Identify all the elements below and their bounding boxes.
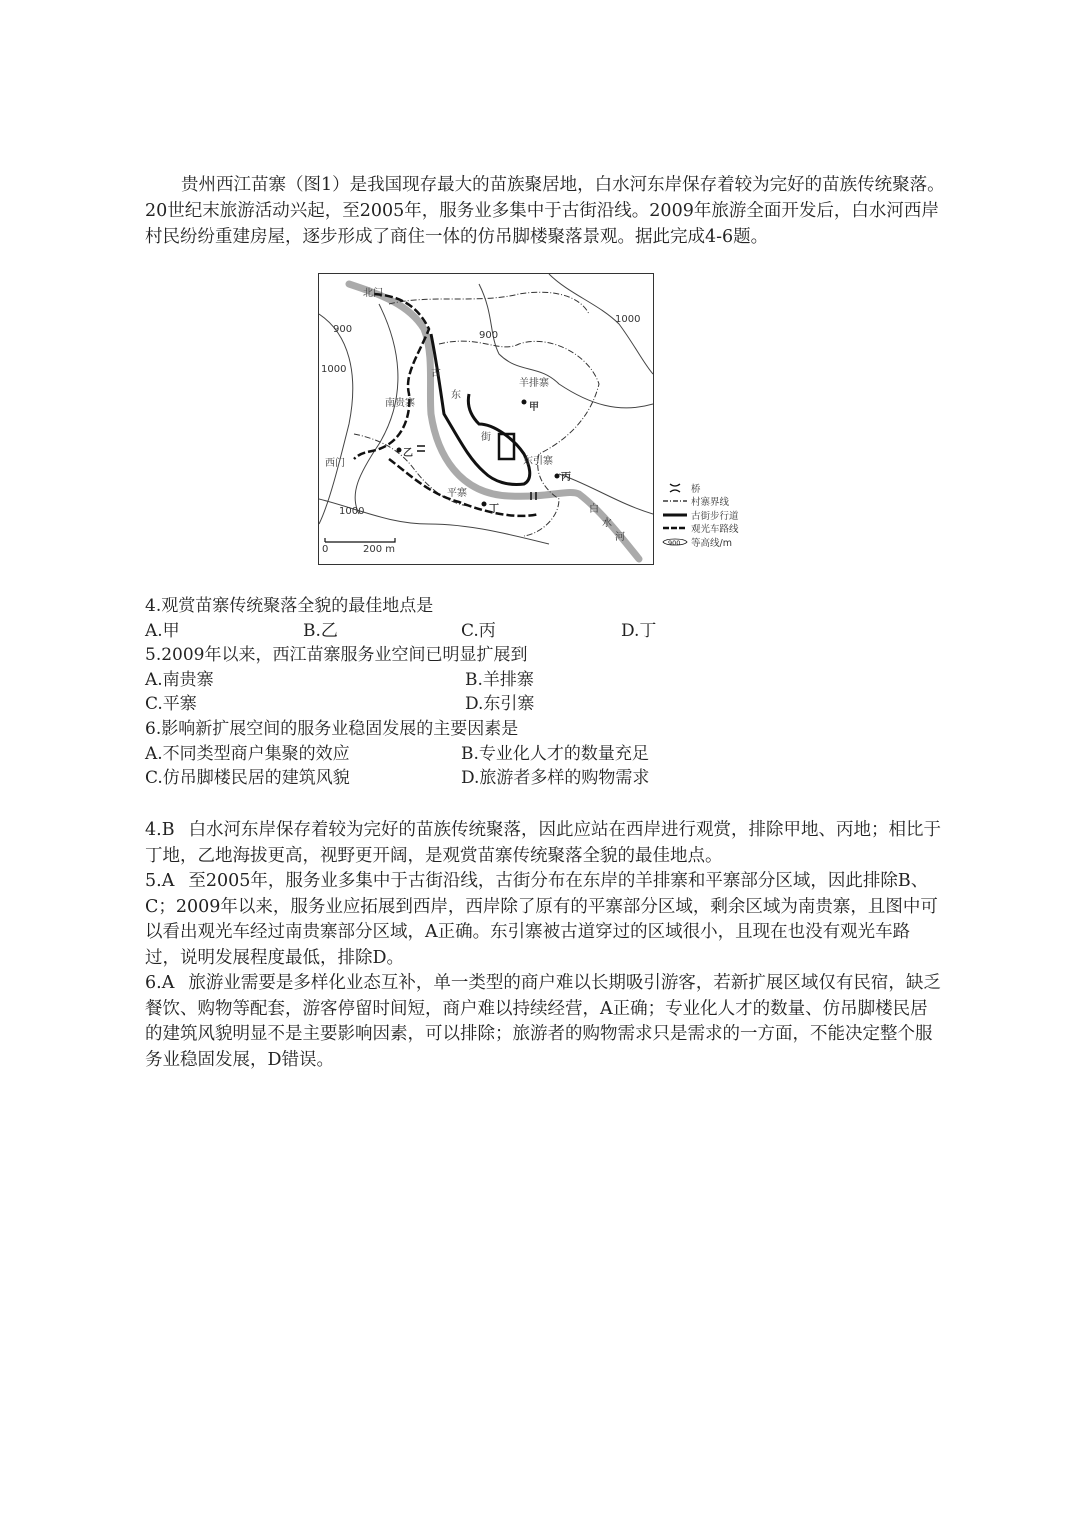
answer-4 <box>145 818 945 869</box>
option-c: C.平寨 <box>145 694 197 714</box>
bridge-icon <box>417 446 425 451</box>
option-d: D.东引寨 <box>465 694 535 714</box>
option-a: A.不同类型商户集聚的效应 <box>145 743 350 764</box>
question-4 <box>145 594 656 643</box>
legend-item-village-boundary <box>662 495 772 509</box>
option-d: D.丁 <box>621 620 657 641</box>
boundary-yangpai <box>439 341 599 454</box>
legend-item-contour <box>662 535 772 549</box>
contour-icon <box>662 537 688 547</box>
answer-5 <box>145 869 945 971</box>
answer-text: 旅游业需要是多样化业态互补，单一类型的商户难以长期吸引游客，若新扩展区域仅有民宿，缺乏餐饮、购物等配套，游客停留时间短，商户难以持续经营，A正确；专业化人才的数量、仿吊脚楼民居的建筑风貌明显不是主要影响因素，可以排除；旅游者的购物需求只是需求的一方面，不能决定整个服务业稳固发展，D错误。 <box>145 973 941 1070</box>
answer-number: 4.B <box>145 820 175 840</box>
question-options-row-2 <box>145 766 649 791</box>
point-bing-dot <box>555 474 560 479</box>
point-ding-dot <box>482 502 487 507</box>
answer-number: 5.A <box>145 871 175 891</box>
option-c: C.丙 <box>461 620 496 641</box>
option-a: A.甲 <box>145 620 180 641</box>
option-d: D.旅游者多样的购物需求 <box>461 768 650 788</box>
label-ding: 丁 <box>489 504 499 515</box>
answer-text: 白水河东岸保存着较为完好的苗族传统聚落，因此应站在西岸进行观赏，排除甲地、丙地；相比于丁地，乙地海拔更高，视野更开阔，是观赏苗寨传统聚落全貌的最佳地点。 <box>145 820 942 866</box>
legend-label-bridge: 桥 <box>691 483 701 495</box>
question-options-row-1 <box>145 668 534 693</box>
legend-item-bus-route <box>662 522 772 536</box>
question-options <box>145 619 656 644</box>
label-yi: 乙 <box>403 448 413 459</box>
village-boundary-icon <box>662 496 688 506</box>
ancient-street-icon <box>662 510 688 520</box>
legend-label-ancient-street: 古街步行道 <box>691 510 739 522</box>
scale-zero: 0 <box>322 544 329 555</box>
label-contour-1000-b: 1000 <box>615 314 641 325</box>
scale-label: 200 m <box>363 544 396 555</box>
label-street-2: 东 <box>451 390 461 401</box>
label-street-3: 街 <box>481 432 491 443</box>
label-west-gate: 西门 <box>325 458 345 469</box>
answer-number: 6.A <box>145 973 175 993</box>
river-baishui <box>349 284 639 559</box>
question-5 <box>145 643 534 717</box>
contour-sample-label: 900 <box>668 538 681 547</box>
legend-item-ancient-street <box>662 508 772 522</box>
option-c: C.仿吊脚楼民居的建筑风貌 <box>145 768 350 788</box>
label-nanguizhai: 南贵寨 <box>385 398 415 409</box>
map-legend <box>662 481 772 549</box>
label-contour-900-b: 900 <box>479 330 499 341</box>
option-b: B.乙 <box>303 620 338 641</box>
legend-item-bridge <box>662 481 772 495</box>
point-yi-dot <box>397 448 402 453</box>
scale-bar <box>325 538 395 542</box>
label-contour-900-a: 900 <box>333 324 353 335</box>
question-stem: 5.2009年以来，西江苗寨服务业空间已明显扩展到 <box>145 645 528 665</box>
bridge-icon <box>662 483 688 493</box>
label-yangpaizhai: 羊排寨 <box>519 378 549 389</box>
label-dongyinzhai: 东引寨 <box>523 456 553 467</box>
label-river-1: 白 <box>589 504 599 515</box>
map-figure <box>318 273 654 565</box>
bus-route-icon <box>662 523 688 533</box>
contour-line-north <box>479 284 653 408</box>
label-bing: 丙 <box>561 472 571 483</box>
label-river-3: 河 <box>615 532 625 543</box>
label-contour-1000-a: 1000 <box>321 364 347 375</box>
contour-line-west-inner <box>355 304 398 514</box>
label-north-gate: 北门 <box>363 288 383 299</box>
point-jia-dot <box>522 400 527 405</box>
ancient-street-loop <box>499 434 514 459</box>
answer-section <box>145 818 945 1073</box>
label-street-1: 古 <box>431 368 441 379</box>
option-a: A.南贵寨 <box>145 669 214 690</box>
legend-label-bus-route: 观光车路线 <box>691 524 739 536</box>
label-jia: 甲 <box>529 402 539 413</box>
question-6 <box>145 717 649 791</box>
legend-label-contour: 等高线/m <box>691 537 732 549</box>
label-river-2: 水 <box>602 518 612 529</box>
intro-paragraph: 贵州西江苗寨（图1）是我国现存最大的苗族聚居地，白水河东岸保存着较为完好的苗族传统聚落。20世纪末旅游活动兴起，至2005年，服务业多集中于古街沿线。2009年旅游全面开发后，白水河西岸村民纷纷重建房屋，逐步形成了商住一体的仿吊脚楼聚落景观。据此完成4-6题。 <box>145 175 945 247</box>
question-stem: 4.观赏苗寨传统聚落全貌的最佳地点是 <box>145 596 434 616</box>
question-options-row-1 <box>145 742 649 767</box>
option-b: B.羊排寨 <box>465 669 534 690</box>
label-pingzhai: 平寨 <box>447 488 467 499</box>
question-stem: 6.影响新扩展空间的服务业稳固发展的主要因素是 <box>145 719 519 739</box>
question-options-row-2 <box>145 692 534 717</box>
answer-6 <box>145 971 945 1073</box>
option-b: B.专业化人才的数量充足 <box>461 743 649 764</box>
answer-text: 至2005年，服务业多集中于古街沿线，古街分布在东岸的羊排寨和平寨部分区域，因此排除B、C；2009年以来，服务业应拓展到西岸，西岸除了原有的平寨部分区域，剩余区域为南贵寨，且图中可以看出观光车经过南贵寨部分区域，A正确。东引寨被古道穿过的区域很小，且现在也没有观光车路过，说明发展程度最低，排除D。 <box>145 871 938 968</box>
legend-label-village-boundary: 村寨界线 <box>691 497 730 509</box>
contour-line-west <box>319 314 353 524</box>
label-contour-1000-c: 1000 <box>339 506 365 517</box>
